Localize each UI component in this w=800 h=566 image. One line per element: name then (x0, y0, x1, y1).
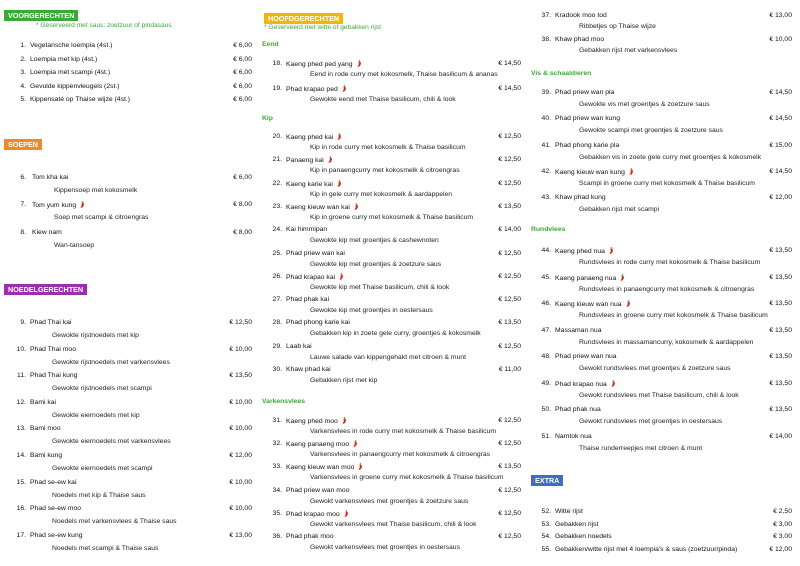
item-number: 55. (541, 545, 551, 553)
chili-pepper-icon (341, 417, 347, 424)
item-description: Varkensvlees in rode curry met kokosmelk & Thaise basilicum (310, 428, 496, 435)
item-name: Kaeng phed ped yang (286, 60, 362, 69)
item-number: 30. (272, 366, 282, 373)
item-number: 19. (272, 85, 282, 92)
item-number: 12. (16, 398, 26, 406)
item-name: Kaeng karie kai (286, 180, 342, 189)
item-number: 25. (272, 249, 282, 257)
item-name: Phad krapao kai (286, 273, 344, 282)
item-number: 42. (541, 167, 551, 175)
item-number: 50. (541, 406, 551, 413)
item-number: 44. (541, 247, 551, 254)
item-number: 47. (541, 326, 551, 334)
item-name: Kippensaté op Thaise wijze (4st.) (30, 96, 130, 103)
item-name: Phad krapao ped (286, 85, 347, 94)
item-number: 11. (17, 372, 26, 380)
subheading-varkensvlees: Varkensvlees (262, 398, 306, 405)
item-price: € 13,50 (769, 326, 792, 334)
section-header-voorgerechten: VOORGERECHTEN (4, 10, 78, 21)
item-name: Kaeng phed nua (555, 247, 614, 256)
item-name: Khaw phad kung (555, 194, 606, 202)
item-price: € 12,50 (498, 486, 521, 494)
item-price: € 13,00 (769, 12, 792, 19)
chili-pepper-icon (352, 440, 358, 447)
item-price: € 10,00 (769, 36, 792, 43)
item-description: Noedels met scampi & Thaise saus (52, 544, 159, 552)
item-description: Gewokte eend met Thaise basilicum, chili & look (310, 96, 456, 103)
item-description: Gewokte scampi met groentjes & zoetzure saus (579, 127, 723, 135)
item-name: Kiew nam (32, 229, 62, 236)
item-name: Phad phak moo (286, 533, 334, 540)
item-price: € 10,00 (229, 478, 252, 486)
item-price: € 12,50 (498, 133, 521, 140)
item-number: 32. (272, 440, 282, 448)
item-price: € 14,00 (769, 432, 792, 440)
item-description: Gewokt rundsvlees met groentjes & zoetzure saus (579, 365, 731, 372)
item-description: Soep met scampi & citroengras (54, 214, 149, 221)
item-name: Kaeng phed kai (286, 133, 342, 142)
item-price: € 3,00 (773, 520, 792, 528)
item-description: Gebakken kip in zoete gele curry, groentjes & kokosmelk (310, 330, 481, 338)
chili-pepper-icon (610, 380, 616, 387)
item-description: Gewokte vis met groentjes & zoetzure saus (579, 101, 710, 108)
item-number: 22. (272, 179, 282, 187)
chili-pepper-icon (336, 133, 342, 140)
item-description: Scampi in groene curry met kokosmelk & Thaise basilicum (579, 179, 755, 187)
voorgerechten-note: * Geserveerd met saus: zoetzuur of pindasaus (36, 22, 172, 29)
item-price: € 12,50 (498, 417, 521, 424)
item-number: 10. (16, 345, 26, 353)
item-description: Rundsvlees in groene curry met kokosmelk & Thaise basilicum (579, 312, 768, 319)
item-price: € 13,50 (498, 202, 521, 210)
item-name: Tom yum kung (32, 201, 85, 210)
item-number: 6. (20, 174, 26, 181)
item-description: Gewokte eiernoedels met scampi (52, 465, 153, 472)
item-description: Kip in rode curry met kokosmelk & Thaise basilicum (310, 144, 466, 151)
item-number: 40. (541, 115, 551, 123)
item-price: € 14,50 (769, 89, 792, 96)
item-description: Varkensvlees in panaengcurry met kokosmelk & citroengras (310, 451, 491, 459)
item-name: Phad se-ew moo (30, 505, 82, 513)
chili-pepper-icon (79, 201, 85, 208)
item-price: € 6,00 (233, 42, 252, 49)
item-price: € 8,00 (233, 229, 252, 236)
item-name: Massaman nua (555, 326, 602, 334)
item-price: € 13,50 (769, 247, 792, 254)
item-description: Kip in groene curry met kokosmelk & Thaise basilicum (310, 213, 474, 221)
item-number: 27. (272, 296, 282, 304)
section-header-extra: EXTRA (531, 475, 563, 486)
item-price: € 12,50 (498, 342, 521, 350)
item-name: Phad priew wan kai (286, 249, 345, 257)
item-description: Gewokte rijstnoedels met scampi (52, 385, 152, 393)
item-name: Phad Thai kung (30, 372, 78, 380)
item-number: 17. (16, 531, 26, 539)
item-number: 33. (272, 463, 282, 471)
item-name: Kaeng kieuw wan kung (555, 168, 634, 177)
item-number: 9. (20, 319, 26, 326)
item-description: Gebakken vis in zoete gele curry met groentjes & kokosmelk (579, 153, 762, 161)
item-number: 36. (272, 533, 282, 540)
item-number: 16. (16, 505, 26, 513)
item-description: Rundsvlees in massamancurry, kokosmelk & aardappelen (579, 338, 754, 346)
item-number: 39. (541, 89, 551, 96)
item-description: Rundsvlees in rode curry met kokosmelk & Thaise basilicum (579, 259, 761, 266)
item-name: Namtok nua (555, 432, 592, 440)
item-price: € 12,50 (498, 296, 521, 304)
item-name: Khaw phad moo (555, 36, 605, 43)
item-number: 24. (272, 226, 282, 234)
item-name: Phad krapao nua (555, 380, 616, 389)
item-price: € 6,00 (233, 55, 252, 63)
item-number: 54. (541, 533, 551, 540)
item-description: Kip in gele curry met kokosmelk & aardappelen (310, 190, 453, 198)
item-number: 41. (541, 141, 551, 149)
section-header-noedelgerechten: NOEDELGERECHTEN (4, 284, 87, 295)
item-description: Noedels met kip & Thaise saus (52, 491, 146, 499)
item-number: 35. (272, 509, 282, 517)
item-price: € 6,00 (233, 96, 252, 103)
item-number: 46. (541, 300, 551, 307)
item-name: Gebakken rijst (555, 520, 599, 528)
item-price: € 13,00 (229, 531, 252, 539)
chili-pepper-icon (336, 180, 342, 187)
item-name: Khaw phad kai (286, 366, 331, 373)
item-price: € 15,00 (769, 141, 792, 149)
item-name: Loempia met kip (4st.) (30, 55, 98, 63)
item-description: Gewokt rundsvlees met Thaise basilicum, chili & look (579, 391, 739, 399)
item-name: Bami moo (30, 425, 61, 433)
item-number: 3. (20, 69, 26, 76)
item-name: Phad phak kai (286, 296, 330, 304)
item-name: Kradook moo tod (555, 12, 607, 19)
item-description: Eend in rode curry met kokosmelk, Thaise basilicum & ananas (310, 71, 498, 78)
subheading-kip: Kip (262, 115, 273, 122)
hoofdgerechten-note: * Geserveerd met witte of gebakken rijst (264, 24, 381, 31)
item-price: € 11,00 (498, 366, 521, 373)
subheading-rundvlees: Rundvlees (531, 226, 566, 233)
item-description: Noedels met varkensvlees & Thaise saus (52, 518, 177, 526)
item-name: Kaeng kieuw wan nua (555, 300, 631, 309)
chili-pepper-icon (356, 60, 362, 67)
item-price: € 13,50 (769, 379, 792, 387)
item-description: Kip in panaengcurry met kokosmelk & citroengras (310, 167, 460, 175)
item-number: 45. (541, 273, 551, 281)
item-description: Gewokte rijstnoedels met varkensvlees (52, 358, 170, 366)
chili-pepper-icon (608, 247, 614, 254)
item-price: € 10,00 (229, 505, 252, 513)
item-name: Laab kai (286, 342, 312, 350)
item-description: Wan-tansoep (54, 242, 95, 249)
item-description: Varkensvlees in groene curry met kokosmelk & Thaise basilicum (310, 474, 504, 482)
item-name: Kaeng panaeng moo (286, 440, 358, 449)
item-price: € 6,00 (233, 82, 252, 90)
item-number: 29. (272, 342, 282, 350)
item-number: 31. (272, 417, 282, 424)
item-name: Phad krapao moo (286, 510, 349, 519)
item-number: 14. (16, 452, 26, 459)
item-description: Gebakken rijst met kip (310, 377, 378, 384)
item-name: Tom kha kai (32, 174, 69, 181)
chili-pepper-icon (327, 156, 333, 163)
item-name: Phad priew wan pla (555, 89, 615, 96)
item-price: € 12,50 (498, 440, 521, 448)
item-name: Phad Thai moo (30, 345, 76, 353)
item-name: Kai himmipan (286, 226, 328, 234)
item-name: Phad priew wan nua (555, 353, 617, 360)
chili-pepper-icon (341, 85, 347, 92)
item-name: Witte rijst (555, 508, 583, 515)
item-name: Bami kung (30, 452, 63, 459)
item-name: Kaeng phed moo (286, 417, 347, 426)
item-price: € 6,00 (233, 69, 252, 76)
item-name: Bami kai (30, 398, 57, 406)
item-price: € 12,50 (498, 509, 521, 517)
item-name: Loempia met scampi (4st.) (30, 69, 111, 76)
item-price: € 2,50 (773, 508, 792, 515)
item-price: € 12,00 (769, 194, 792, 202)
item-price: € 13,50 (769, 406, 792, 413)
item-description: Gebakken rijst met scampi (579, 206, 660, 214)
item-number: 49. (541, 379, 551, 387)
item-number: 26. (272, 272, 282, 280)
item-name: Phad se-ew kung (30, 531, 83, 539)
item-number: 7. (20, 201, 26, 208)
chili-pepper-icon (357, 463, 363, 470)
item-number: 8. (20, 229, 26, 236)
item-description: Gewokte kip met Thaise basilicum, chili & look (310, 283, 450, 291)
item-price: € 6,00 (233, 174, 252, 181)
item-description: Gewokt varkensvlees met groentjes & zoetzure saus (310, 497, 469, 505)
chili-pepper-icon (343, 510, 349, 517)
item-price: € 14,50 (498, 85, 521, 92)
section-header-soepen: SOEPEN (4, 139, 42, 150)
item-price: € 13,50 (229, 372, 252, 380)
subheading-vis-schaaldieren: Vis & schaaldieren (531, 70, 592, 77)
item-number: 2. (20, 55, 26, 63)
item-number: 52. (541, 508, 551, 515)
item-price: € 13,50 (769, 300, 792, 307)
item-price: € 8,00 (233, 201, 252, 208)
item-description: Rundsvlees in panaengcurry met kokosmelk & citroengras (579, 285, 755, 293)
item-price: € 13,50 (498, 463, 521, 471)
item-name: Phad priew wan moo (286, 486, 350, 494)
item-price: € 12,50 (498, 272, 521, 280)
item-number: 37. (541, 12, 551, 19)
item-name: Vegetarische loempia (4st.) (30, 42, 113, 49)
item-price: € 12,00 (229, 452, 252, 459)
item-description: Thaise runderreepjes met citroen & munt (579, 444, 703, 452)
item-number: 15. (16, 478, 26, 486)
item-number: 34. (272, 486, 282, 494)
item-name: Panaeng kai (286, 156, 333, 165)
item-price: € 12,50 (498, 179, 521, 187)
item-name: Phad se-ew kai (30, 478, 77, 486)
item-name: Kaeng kieuw wan kai (286, 203, 359, 212)
item-description: Gewokt rundsvlees met groentjes in oestersaus (579, 418, 723, 425)
item-description: Gewokte kip met groentjes & zoetzure saus (310, 260, 442, 268)
subheading-eend: Eend (262, 41, 279, 48)
item-description: Gewokt varkensvlees met Thaise basilicum, chili & look (310, 520, 477, 528)
item-description: Gewokte eiernoedels met varkensvlees (52, 438, 171, 446)
item-name: Phad phak nua (555, 406, 601, 413)
item-price: € 13,50 (769, 273, 792, 281)
chili-pepper-icon (619, 274, 625, 281)
item-price: € 12,50 (498, 156, 521, 164)
item-name: Phad phong karie kai (286, 319, 350, 327)
item-number: 38. (541, 36, 551, 43)
item-number: 13. (16, 425, 26, 433)
section-header-hoofdgerechten: HOOFDGERECHTEN (264, 13, 343, 24)
item-description: Ribbetjes op Thaise wijze (579, 23, 656, 30)
item-number: 20. (272, 133, 282, 140)
item-number: 4. (20, 82, 26, 90)
item-price: € 14,50 (769, 115, 792, 123)
item-description: Gewokte rijstnoedels met kip (52, 332, 139, 339)
item-name: Kaeng panaeng nua (555, 274, 625, 283)
item-description: Gewokte kip met groentjes & cashewnoten (310, 237, 439, 245)
item-price: € 14,50 (769, 167, 792, 175)
item-description: Gewokte eiernoedels met kip (52, 411, 140, 419)
item-number: 18. (272, 60, 282, 67)
item-name: Gebakken/witte rijst met 4 loempia's & saus (zoetzuur/pinda) (555, 545, 738, 553)
item-price: € 13,50 (498, 319, 521, 327)
item-name: Gebakken noedels (555, 533, 612, 540)
item-number: 53. (541, 520, 551, 528)
item-price: € 12,50 (229, 319, 252, 326)
chili-pepper-icon (628, 168, 634, 175)
item-price: € 14,50 (498, 60, 521, 67)
item-number: 21. (272, 156, 282, 164)
item-number: 5. (20, 96, 26, 103)
item-price: € 12,00 (769, 545, 792, 553)
item-name: Phad phong karie pla (555, 141, 620, 149)
item-price: € 14,00 (498, 226, 521, 234)
item-description: Gewokte kip met groentjes in oestersaus (310, 307, 433, 315)
item-description: Gebakken rijst met varkensvlees (579, 47, 678, 54)
item-number: 48. (541, 353, 551, 360)
chili-pepper-icon (625, 300, 631, 307)
item-description: Lauwe salade van kippengehakt met citroen & munt (310, 353, 467, 361)
chili-pepper-icon (353, 203, 359, 210)
item-number: 43. (541, 194, 551, 202)
item-price: € 10,00 (229, 425, 252, 433)
item-number: 28. (272, 319, 282, 327)
chili-pepper-icon (338, 273, 344, 280)
item-name: Phad Thai kai (30, 319, 72, 326)
item-name: Gevulde kippenvleugels (2st.) (30, 82, 120, 90)
item-number: 1. (20, 42, 26, 49)
item-description: Gewokt varkensvlees met groentjes in oestersaus (310, 544, 460, 551)
item-price: € 3,00 (773, 533, 792, 540)
item-name: Kaeng kieuw wan moo (286, 463, 363, 472)
item-price: € 13,50 (769, 353, 792, 360)
item-price: € 12,50 (498, 249, 521, 257)
item-name: Phad priew wan kung (555, 115, 620, 123)
item-price: € 12,50 (498, 533, 521, 540)
item-number: 23. (272, 202, 282, 210)
item-description: Kippensoep met kokosmelk (54, 187, 138, 194)
item-price: € 10,00 (229, 345, 252, 353)
item-number: 51. (541, 432, 551, 440)
item-price: € 10,00 (229, 398, 252, 406)
